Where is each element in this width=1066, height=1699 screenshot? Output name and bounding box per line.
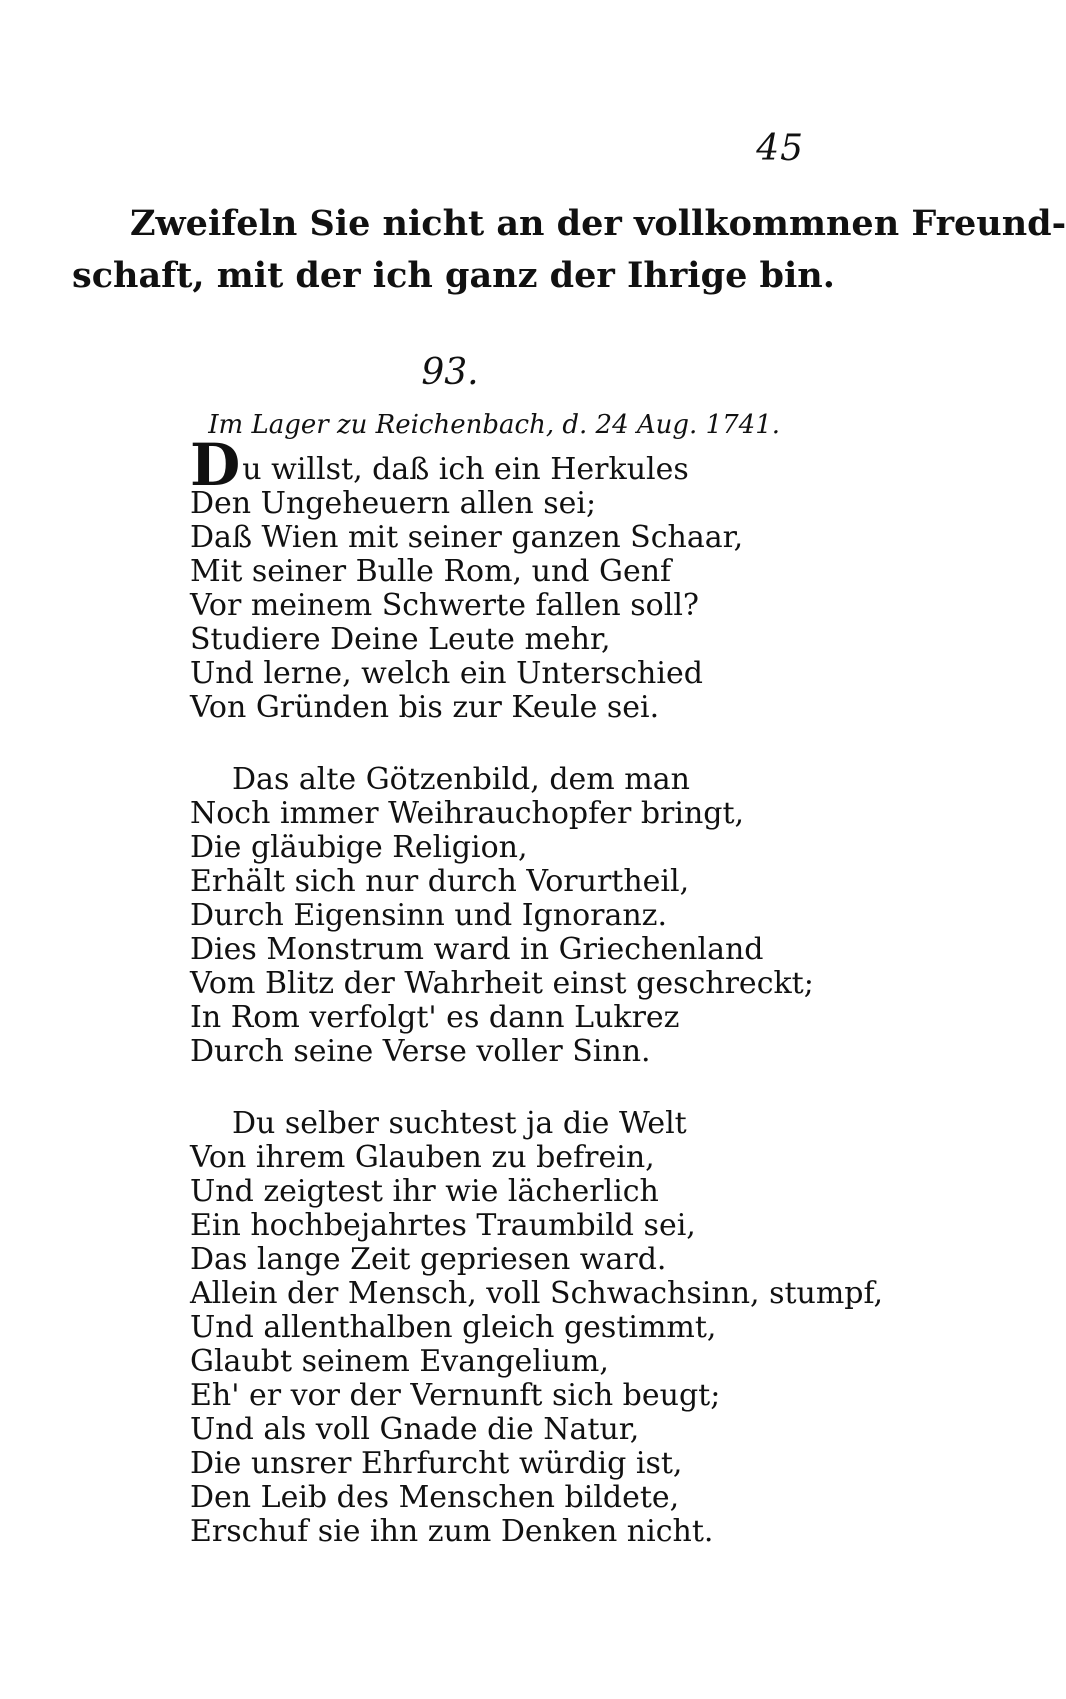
poem-line: Erschuf sie ihn zum Denken nicht. (190, 1514, 714, 1549)
poem-line: Von Gründen bis zur Keule sei. (190, 690, 660, 725)
poem-line: Die gläubige Religion, (190, 830, 528, 865)
poem-line: Eh' er vor der Vernunft sich beugt; (190, 1378, 721, 1413)
stanza-3 (190, 1106, 884, 1549)
letter-number: 93. (421, 352, 479, 393)
closing-line-2: schaft, mit der ich ganz der Ihrige bin. (72, 255, 835, 296)
poem-line: Und lerne, welch ein Unterschied (190, 656, 703, 691)
poem-line: Und zeigtest ihr wie lächerlich (190, 1174, 659, 1209)
poem-line: Glaubt seinem Evangelium, (190, 1344, 609, 1379)
poem-line (190, 431, 850, 499)
stanza-1 (190, 431, 850, 725)
page-number: 45 (756, 128, 804, 169)
poem-line: Von ihrem Glauben zu befrein, (190, 1140, 655, 1175)
letter-dateline: Im Lager zu Reichenbach, d. 24 Aug. 1741. (208, 410, 780, 440)
poem-line: Daß Wien mit seiner ganzen Schaar, (190, 520, 744, 555)
poem-line: Vor meinem Schwerte fallen soll? (190, 588, 700, 623)
poem-line: Den Ungeheuern allen sei; (190, 486, 597, 521)
poem-line: Das lange Zeit gepriesen ward. (190, 1242, 667, 1277)
closing-sentence (72, 198, 1066, 302)
poem-line: Vom Blitz der Wahrheit einst geschreckt; (190, 966, 814, 1001)
poem-line-text: u willst, daß ich ein Herkules (242, 452, 689, 487)
poem-line: Studiere Deine Leute mehr, (190, 622, 611, 657)
poem-line: Den Leib des Menschen bildete, (190, 1480, 680, 1515)
poem-line: Und als voll Gnade die Natur, (190, 1412, 640, 1447)
poem-line: Noch immer Weihrauchopfer bringt, (190, 796, 745, 831)
closing-line-1: Zweifeln Sie nicht an der vollkommnen Freund- (130, 203, 1066, 244)
poem-line: Durch seine Verse voller Sinn. (190, 1034, 651, 1069)
poem-line: Mit seiner Bulle Rom, und Genf (190, 554, 672, 589)
poem-line: Erhält sich nur durch Vorurtheil, (190, 864, 690, 899)
poem-line: Du selber suchtest ja die Welt (232, 1106, 687, 1141)
poem-line: Und allenthalben gleich gestimmt, (190, 1310, 717, 1345)
poem-line: Allein der Mensch, voll Schwachsinn, stumpf, (190, 1276, 884, 1311)
poem-line: Dies Monstrum ward in Griechenland (190, 932, 764, 967)
poem-line: In Rom verfolgt' es dann Lukrez (190, 1000, 680, 1035)
poem (190, 431, 884, 1549)
drop-initial: D (190, 431, 241, 499)
poem-line: Das alte Götzenbild, dem man (232, 762, 690, 797)
poem-line: Ein hochbejahrtes Traumbild sei, (190, 1208, 696, 1243)
poem-line: Durch Eigensinn und Ignoranz. (190, 898, 668, 933)
poem-line: Die unsrer Ehrfurcht würdig ist, (190, 1446, 683, 1481)
stanza-2 (190, 763, 850, 1069)
